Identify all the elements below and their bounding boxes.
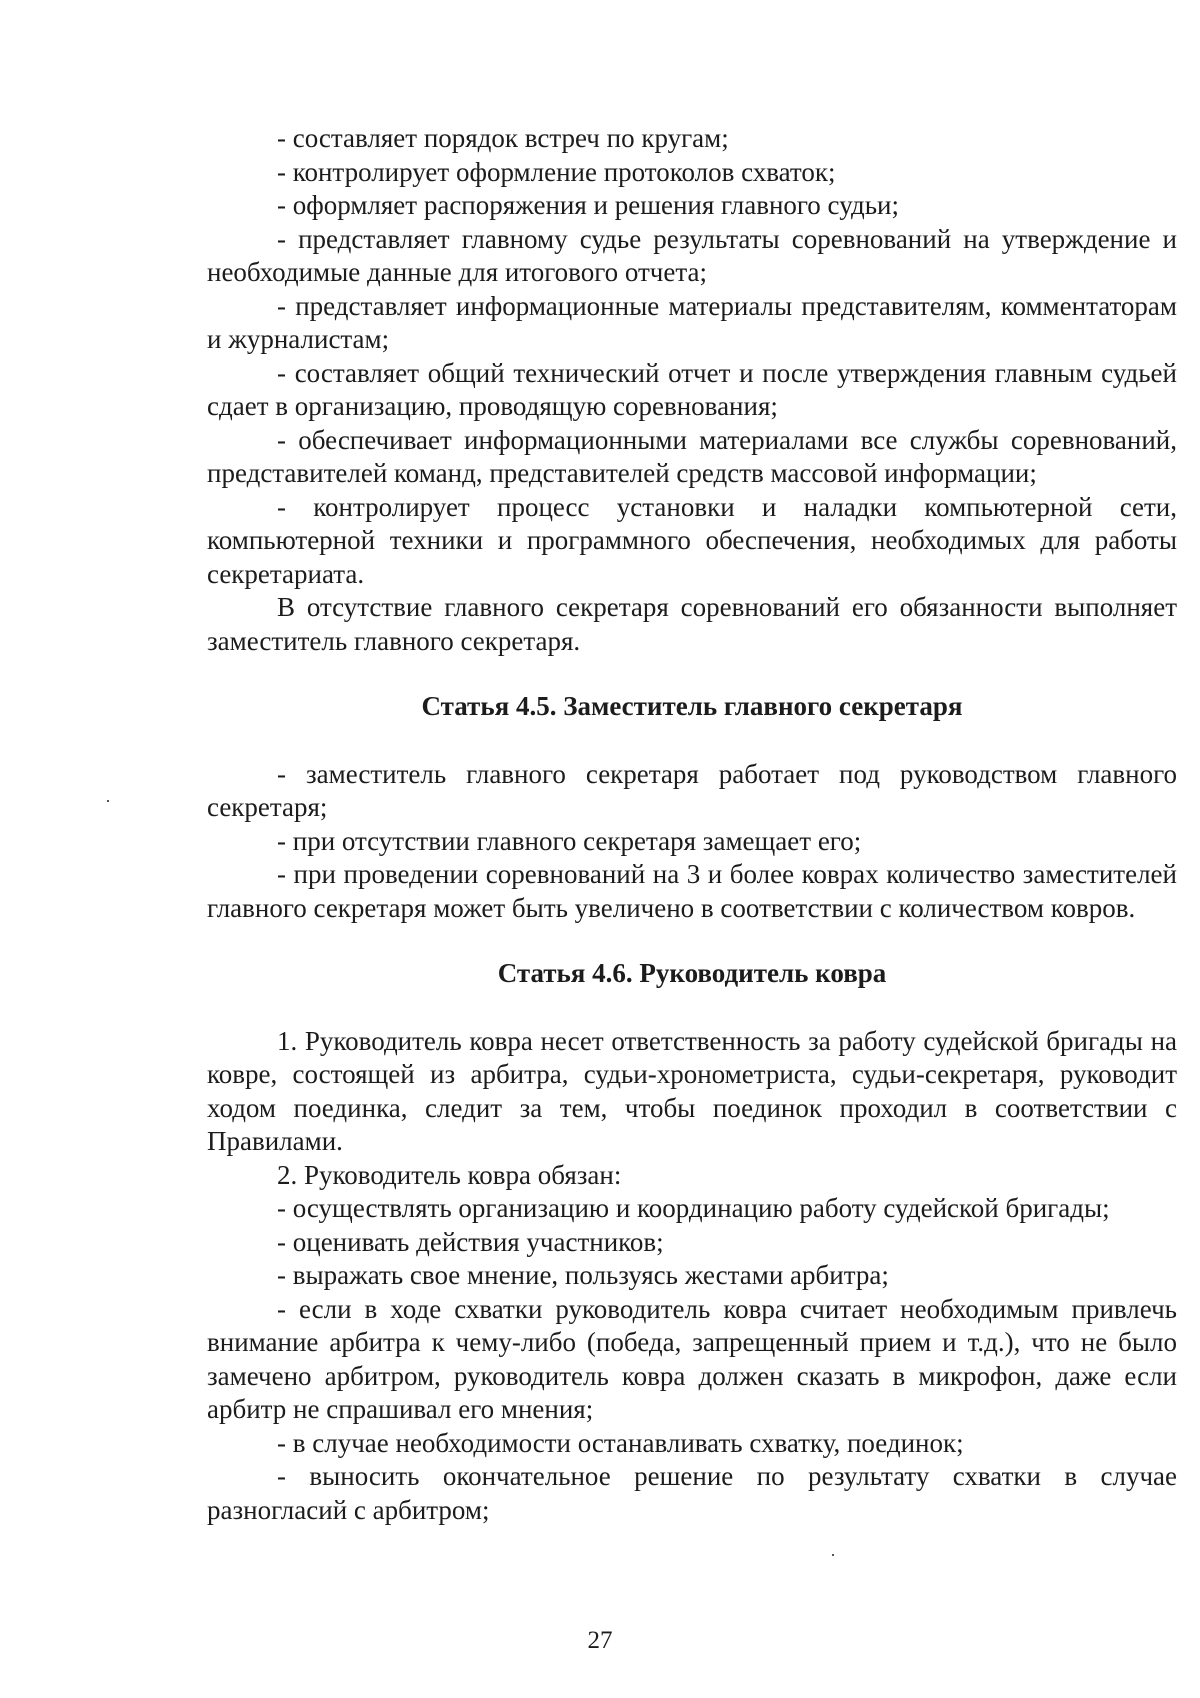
section-4-6-body <box>207 1025 1177 1528</box>
duty-item: - оформляет распоряжения и решения главного судьи; <box>277 190 899 220</box>
section-heading-4-5: Статья 4.5. Заместитель главного секретаря <box>421 691 963 721</box>
duty-item: - составляет общий технический отчет и после утверждения главным судьей сдает в организацию, проводящую соревнования; <box>207 357 1177 421</box>
page-body <box>207 122 1177 1527</box>
section-4-5-body <box>207 758 1177 926</box>
duty-item: - представляет главному судье результаты соревнований на утверждение и необходимые данные для итогового отчета; <box>207 223 1177 287</box>
section-heading-4-6: Статья 4.6. Руководитель ковра <box>497 958 887 988</box>
duty-item: - выносить окончательное решение по результату схватки в случае разногласий с арбитром; <box>207 1461 1177 1525</box>
duty-item: - представляет информационные материалы представителям, комментаторам и журналистам; <box>207 290 1177 354</box>
scan-speck <box>832 1554 834 1556</box>
numbered-paragraph: 2. Руководитель ковра обязан: <box>277 1159 622 1190</box>
duty-item: - при проведении соревнований на 3 и более коврах количество заместителей главного секретаря может быть увеличено в соответствии с количеством ковров. <box>207 859 1177 923</box>
duty-item: - при отсутствии главного секретаря замещает его; <box>277 825 862 856</box>
duty-item: - заместитель главного секретаря работает под руководством главного секретаря; <box>207 758 1177 822</box>
duty-item: - выражать свое мнение, пользуясь жестами арбитра; <box>277 1260 889 1290</box>
closing-paragraph: В отсутствие главного секретаря соревнований его обязанности выполняет заместитель главного секретаря. <box>207 592 1177 656</box>
section-4-4-continuation <box>207 122 1177 658</box>
duty-item: - контролирует процесс установки и наладки компьютерной сети, компьютерной техники и программного обеспечения, необходимых для работы секретариата. <box>207 491 1177 589</box>
duty-item: - обеспечивает информационными материалами все службы соревнований, представителей команд, представителей средств массовой информации; <box>207 424 1177 488</box>
duty-item: - осуществлять организацию и координацию работу судейской бригады; <box>277 1193 1110 1223</box>
duty-item: - если в ходе схватки руководитель ковра считает необходимым привлечь внимание арбитра к чему-либо (победа, запрещенный прием и т.д.), что не было замечено арбитром, руководитель ковра должен сказать в микрофон, даже если арбитр не спрашивал его мнения; <box>207 1293 1177 1424</box>
numbered-paragraph: 1. Руководитель ковра несет ответственность за работу судейской бригады на ковре, состоящей из арбитра, судьи-хронометриста, судьи-секретаря, руководит ходом поединка, следит за тем, чтобы поединок проходил в соответствии с Правилами. <box>207 1025 1177 1156</box>
page-number: 27 <box>587 1627 613 1654</box>
duty-item: - составляет порядок встреч по кругам; <box>277 123 729 153</box>
duty-item: - в случае необходимости останавливать схватку, поединок; <box>277 1427 964 1458</box>
duty-item: - оценивать действия участников; <box>277 1226 664 1257</box>
scan-speck <box>107 800 109 802</box>
duty-item: - контролирует оформление протоколов схваток; <box>277 156 836 187</box>
